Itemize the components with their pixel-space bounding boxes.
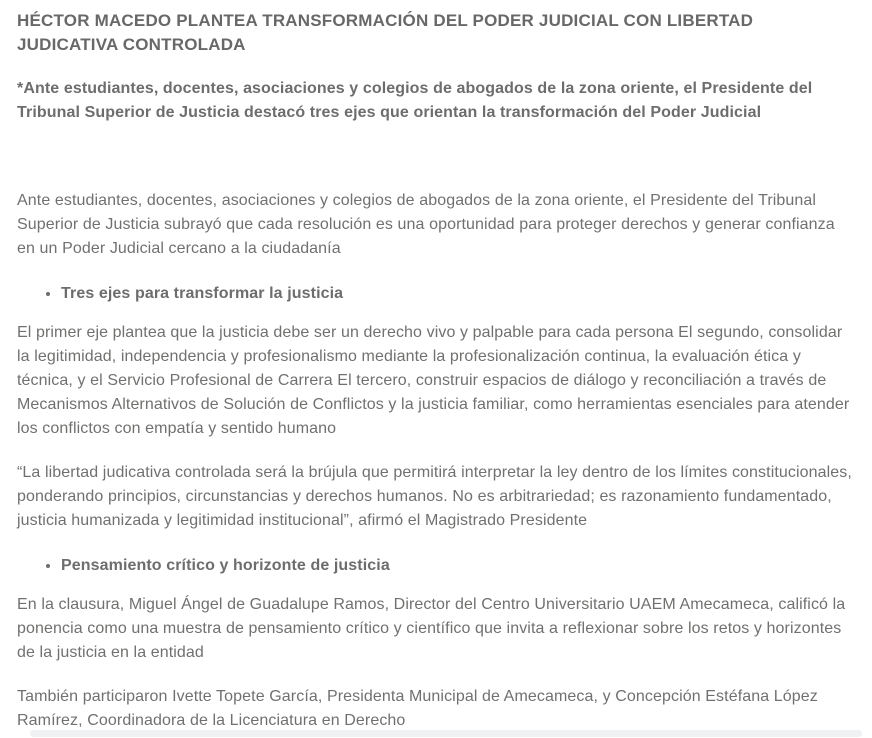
bullet-list-pensamiento (17, 554, 855, 578)
horizontal-scrollbar[interactable] (30, 730, 862, 737)
bullet-heading-pensamiento: • Pensamiento crítico y horizonte de justicia (61, 554, 855, 578)
paragraph-clausura: En la clausura, Miguel Ángel de Guadalupe Ramos, Director del Centro Universitario UAEM Amecameca, calificó la ponencia como una muestra de pensamiento crítico y científico que invita a reflexionar sobre los retos y horizontes de la justicia en la entidad (17, 596, 846, 661)
paragraph-intro: Ante estudiantes, docentes, asociaciones y colegios de abogados de la zona oriente, el Presidente del Tribunal Superior de Justicia subrayó que cada resolución es una oportunidad para proteger derechos y generar confianza en un Poder Judicial cercano a la ciudadanía (17, 192, 835, 257)
paragraph-participantes: También participaron Ivette Topete García, Presidenta Municipal de Amecameca, y Concepción Estéfana López Ramírez, Coordinadora de la Licenciatura en Derecho (17, 688, 818, 729)
bullet-list-ejes (17, 282, 855, 306)
article-subtitle: *Ante estudiantes, docentes, asociaciones y colegios de abogados de la zona oriente, el Presidente del Tribunal Superior de Justicia destacó tres ejes que orientan la transformación del Poder Judicial (17, 80, 813, 121)
paragraph-spacer (17, 145, 855, 189)
bullet-heading-tres-ejes: • Tres ejes para transformar la justicia (61, 282, 855, 306)
paragraph-quote: “La libertad judicativa controlada será la brújula que permitirá interpretar la ley dentro de los límites constitucionales, ponderando principios, circunstancias y derechos humanos. No es arbitrariedad; es razonamiento fundamentado, justicia humanizada y legitimidad institucional”, afirmó el Magistrado Presidente (17, 464, 852, 529)
paragraph-ejes: El primer eje plantea que la justicia debe ser un derecho vivo y palpable para cada persona El segundo, consolidar la legitimidad, independencia y profesionalismo mediante la profesionalización continua, la evaluación ética y técnica, y el Servicio Profesional de Carrera El tercero, construir espacios de diálogo y reconciliación a través de Mecanismos Alternativos de Solución de Conflictos y la justicia familiar, como herramientas esenciales para atender los conflictos con empatía y sentido humano (17, 324, 850, 437)
article-title: HÉCTOR MACEDO PLANTEA TRANSFORMACIÓN DEL PODER JUDICIAL CON LIBERTAD JUDICATIVA CONTROLADA (17, 11, 754, 54)
